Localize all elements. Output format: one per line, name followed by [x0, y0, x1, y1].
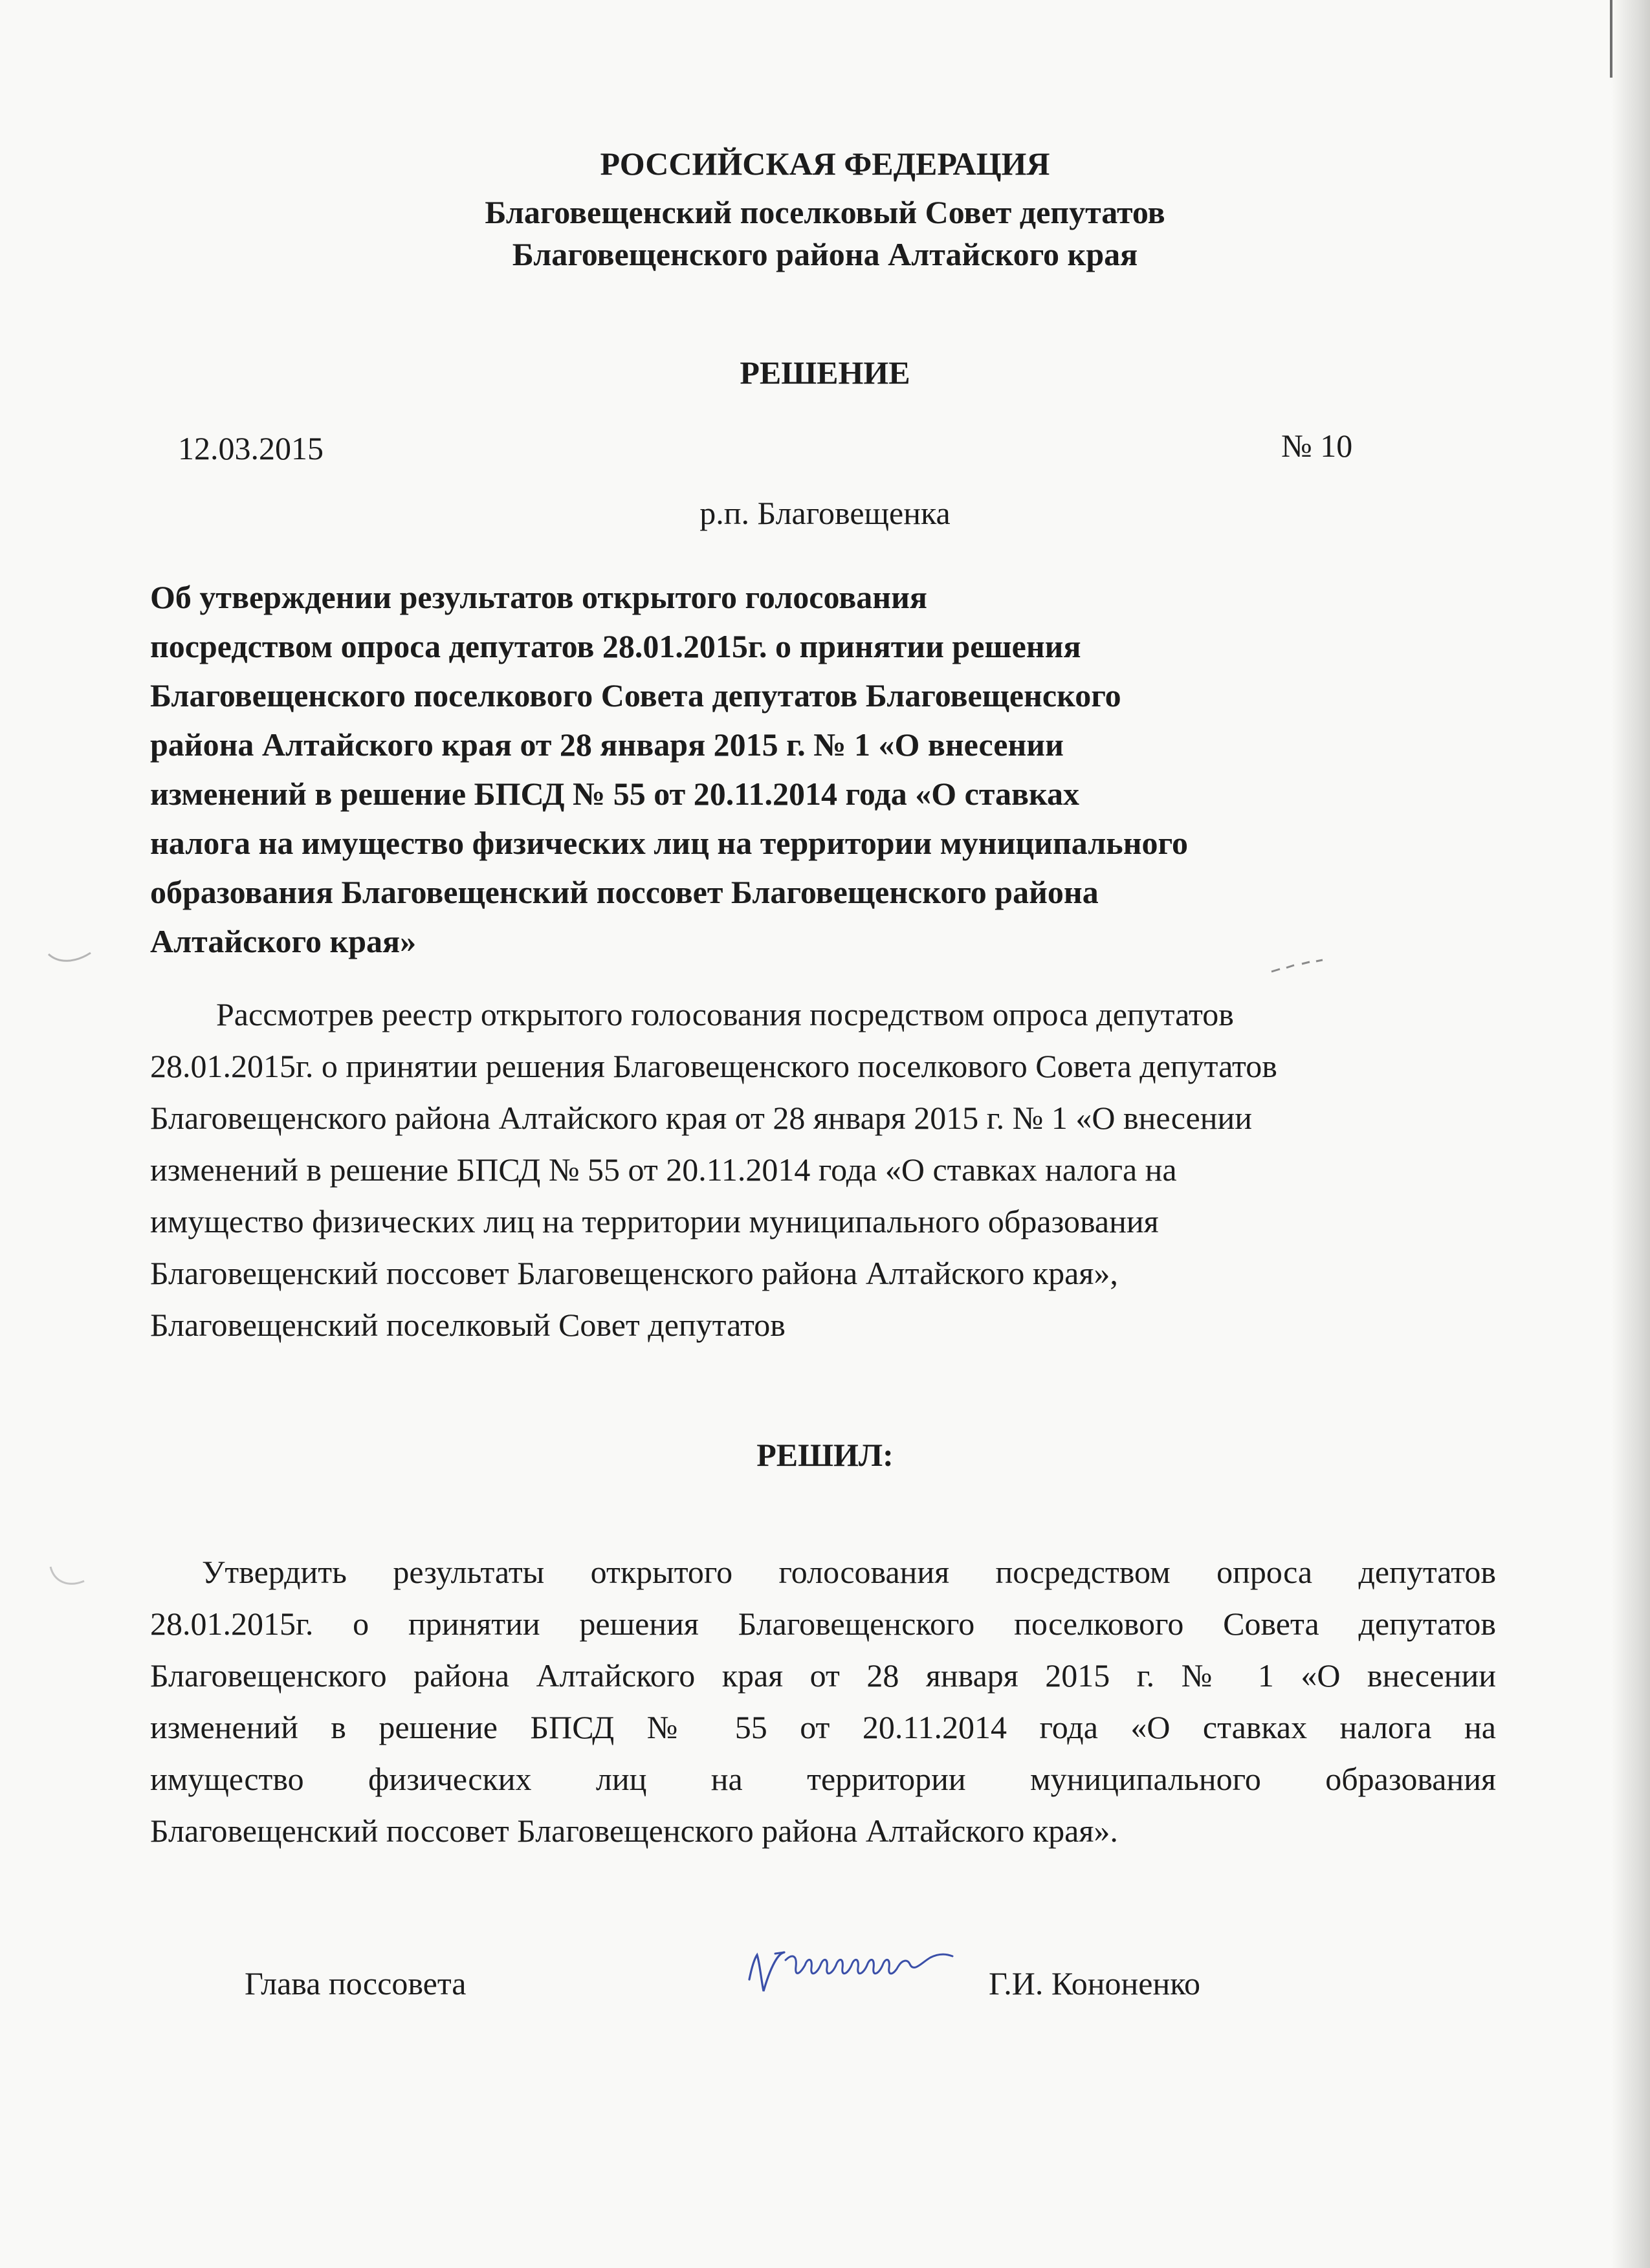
- document-date: 12.03.2015: [178, 430, 324, 466]
- preamble-line: Благовещенский поселковый Совет депутатов: [150, 1307, 786, 1343]
- handwritten-signature: [738, 1934, 971, 2005]
- scan-artifact: [45, 1559, 91, 1591]
- preamble-line: Рассмотрев реестр открытого голосования посредством опроса депутатов: [216, 996, 1234, 1032]
- signatory-role: Глава поссовета: [245, 1965, 467, 2001]
- document-subject: [150, 572, 1444, 966]
- preamble-line: изменений в решение БПСД № 55 от 20.11.2014 года «О ставках налога на: [150, 1151, 1177, 1188]
- scan-edge-shadow: [1611, 0, 1650, 2268]
- subject-line: изменений в решение БПСД № 55 от 20.11.2014 года «О ставках: [150, 776, 1080, 812]
- header-council-line1: Благовещенский поселковый Совет депутатов: [485, 194, 1165, 230]
- resolution-line: Благовещенского района Алтайского края от 28 января 2015 г. № 1 «О внесении: [150, 1657, 1496, 1694]
- resolution-line: изменений в решение БПСД № 55 от 20.11.2014 года «О ставках налога на: [150, 1709, 1496, 1745]
- preamble-paragraph: [150, 988, 1496, 1351]
- scan-artifact: [1268, 957, 1326, 977]
- signatory-name: Г.И. Кононенко: [989, 1965, 1200, 2001]
- document-place: р.п. Благовещенка: [699, 495, 951, 531]
- subject-line: посредством опроса депутатов 28.01.2015г. о принятии решения: [150, 628, 1081, 664]
- preamble-line: имущество физических лиц на территории муниципального образования: [150, 1203, 1159, 1239]
- resolution-line: имущество физических лиц на территории муниципального образования: [150, 1761, 1496, 1797]
- resolution-line: 28.01.2015г. о принятии решения Благовещенского поселкового Совета депутатов: [150, 1606, 1496, 1642]
- subject-line: Об утверждении результатов открытого голосования: [150, 579, 927, 615]
- resolved-heading: РЕШИЛ:: [756, 1437, 894, 1473]
- document-number: № 10: [1281, 428, 1353, 464]
- preamble-line: Благовещенского района Алтайского края от 28 января 2015 г. № 1 «О внесении: [150, 1100, 1253, 1136]
- resolution-line: Утвердить результаты открытого голосования посредством опроса депутатов: [202, 1554, 1496, 1590]
- subject-line: Алтайского края»: [150, 923, 417, 959]
- preamble-line: Благовещенский поссовет Благовещенского района Алтайского края»,: [150, 1255, 1118, 1291]
- resolution-line: Благовещенский поссовет Благовещенского района Алтайского края».: [150, 1813, 1118, 1849]
- document-title: РЕШЕНИЕ: [740, 354, 910, 391]
- preamble-line: 28.01.2015г. о принятии решения Благовещенского поселкового Совета депутатов: [150, 1048, 1277, 1084]
- header-council-line2: Благовещенского района Алтайского края: [512, 236, 1138, 272]
- subject-line: налога на имущество физических лиц на территории муниципального: [150, 825, 1189, 861]
- subject-line: района Алтайского края от 28 января 2015 г. № 1 «О внесении: [150, 726, 1064, 763]
- scan-artifact: [45, 941, 97, 974]
- scan-edge-mark: [1610, 0, 1612, 78]
- resolution-paragraph: [150, 1546, 1496, 1857]
- header-country: РОССИЙСКАЯ ФЕДЕРАЦИЯ: [600, 146, 1050, 182]
- subject-line: Благовещенского поселкового Совета депутатов Благовещенского: [150, 677, 1121, 714]
- subject-line: образования Благовещенский поссовет Благовещенского района: [150, 874, 1099, 910]
